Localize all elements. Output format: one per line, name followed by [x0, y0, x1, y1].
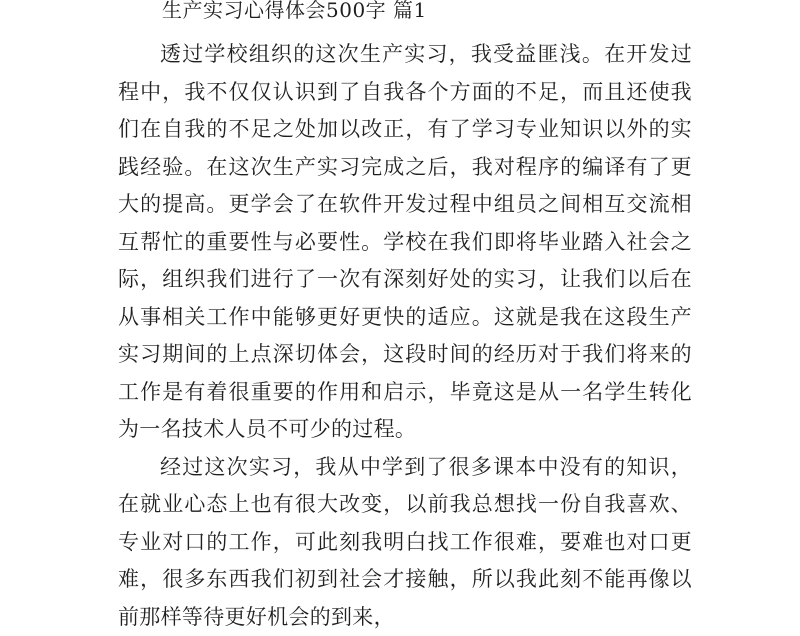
paragraph-2: 经过这次实习，我从中学到了很多课本中没有的知识，在就业心态上也有很大改变，以前我总想找一份自我喜欢、专业对口的工作，可此刻我明白找工作很难，要难也对口更难，很多东西我们初到社会才接触，所以我此刻不能再像以前那样等待更好机会的到来，: [118, 449, 692, 636]
document-title: 生产实习心得体会500字 篇1: [162, 0, 427, 22]
paragraph-1: 透过学校组织的这次生产实习，我受益匪浅。在开发过程中，我不仅仅认识到了自我各个方面的不足，而且还使我们在自我的不足之处加以改正，有了学习专业知识以外的实践经验。在这次生产实习完成之后，我对程序的编译有了更大的提高。更学会了在软件开发过程中组员之间相互交流相互帮忙的重要性与必要性。学校在我们即将毕业踏入社会之际，组织我们进行了一次有深刻好处的实习，让我们以后在从事相关工作中能够更好更快的适应。这就是我在这段生产实习期间的上点深切体会，这段时间的经历对于我们将来的工作是有着很重要的作用和启示，毕竟这是从一名学生转化为一名技术人员不可少的过程。: [118, 36, 692, 449]
document-body: [118, 36, 692, 636]
